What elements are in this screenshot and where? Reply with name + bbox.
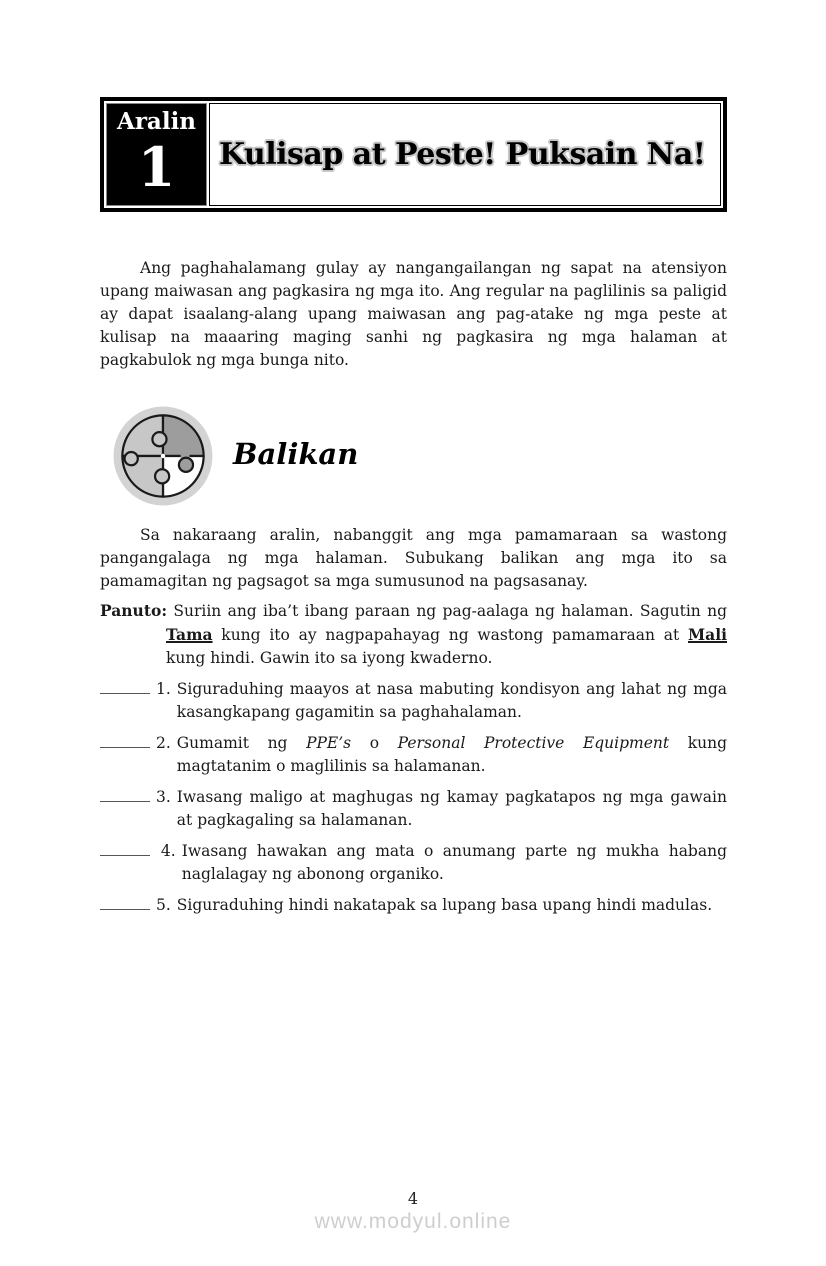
item-lead (100, 840, 176, 886)
mali-keyword: Mali (688, 625, 727, 644)
item-lead (100, 786, 171, 832)
balikan-heading: Balikan (233, 437, 359, 471)
answer-blank-3 (100, 788, 150, 802)
panuto-text-1: Suriin ang iba’t ibang paraan ng pag-aalaga ng halaman. Sagutin ng (167, 602, 727, 620)
panuto-text-2: kung ito ay nagpapahayag ng wastong pamamaraan at (212, 626, 689, 644)
item-2-text-e: kung magtatanim o maglilinis sa halamanan. (176, 734, 727, 775)
answer-blank-2 (100, 734, 150, 748)
item-2-italic-equipment: Personal Protective Equipment (397, 734, 670, 752)
answer-blank-5 (100, 896, 150, 910)
item-text-5: Siguraduhing hindi nakatapak sa lupang basa upang hindi madulas. (176, 896, 713, 914)
lesson-title: Kulisap at Peste! Puksain Na! (219, 137, 706, 172)
item-lead (100, 732, 171, 778)
item-lead (100, 894, 171, 917)
intro-paragraph: Ang paghahalamang gulay ay nangangailangan ng sapat na atensiyon upang maiwasan ang pagkasira ng mga ito. Ang regular na paglilinis sa paligid ay dapat isaalang-alang upang maiwasan ang pag-atake ng mga peste at kulisap na maaaring maging sanhi ng pagkasira ng mga halaman at pagkabulok ng mga bunga nito. (100, 259, 727, 369)
item-lead (100, 678, 171, 724)
exercise-item-3 (100, 786, 727, 832)
answer-blank-1 (100, 680, 150, 694)
answer-blank-4 (100, 842, 150, 856)
item-text-4: Iwasang hawakan ang mata o anumang parte ng mukha habang naglalagay ng abonong organiko. (181, 842, 727, 883)
item-2-italic-ppe: PPE’s (306, 734, 352, 752)
exercise-item-4 (100, 840, 727, 886)
page-number: 4 (407, 1189, 419, 1208)
item-text-1: Siguraduhing maayos at nasa mabuting kondisyon ang lahat ng mga kasangkapang gagamitin sa paghahalaman. (176, 680, 727, 721)
item-text-3: Iwasang maligo at maghugas ng kamay pagkatapos ng mga gawain at pagkagaling sa halamanan. (176, 788, 727, 829)
balikan-section-header (100, 399, 727, 513)
exercise-item-1 (100, 678, 727, 724)
lesson-label: Aralin (116, 108, 197, 135)
item-number-4: 4. (156, 842, 176, 860)
lesson-number: 1 (137, 135, 176, 199)
lesson-number-cell (106, 103, 207, 206)
balikan-paragraph: Sa nakaraang aralin, nabanggit ang mga pamamaraan sa wastong pangangalaga ng mga halaman. Subukang balikan ang mga ito sa pamamagitan ng pagsagot sa mga sumusunod na pagsasanay. (100, 526, 727, 590)
watermark: www.modyul.online (314, 1210, 512, 1233)
panuto-label: Panuto: (100, 601, 168, 620)
item-number-3: 3. (156, 788, 171, 806)
item-number-2: 2. (156, 734, 171, 752)
document-page (0, 97, 826, 917)
item-number-1: 1. (156, 680, 171, 698)
exercise-items (100, 678, 727, 917)
exercise-item-2 (100, 732, 727, 778)
panuto-block (100, 599, 727, 670)
lesson-title-cell (209, 103, 721, 206)
puzzle-icon (110, 403, 216, 509)
exercise-item-5 (100, 894, 727, 917)
item-number-5: 5. (156, 896, 171, 914)
item-text-2 (177, 732, 727, 778)
item-2-text-a: Gumamit ng (176, 734, 307, 752)
lesson-header (100, 97, 727, 212)
item-2-text-c: o (351, 734, 398, 752)
tama-keyword: Tama (166, 625, 213, 644)
panuto-text-3: kung hindi. Gawin ito sa iyong kwaderno. (166, 649, 493, 667)
